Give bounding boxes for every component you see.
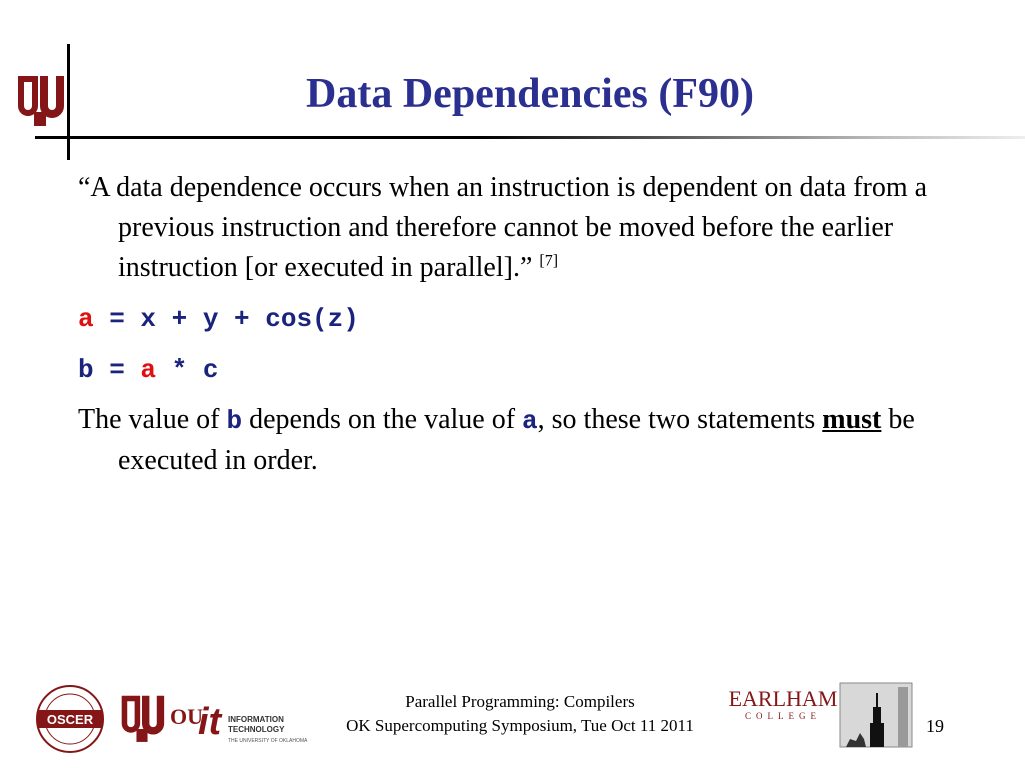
earlham-logo [724,686,842,722]
oscer-logo [24,684,116,754]
code-var-a: a [78,304,94,334]
code-expr-1: = x + y + cos(z) [93,304,359,334]
it-logo [168,688,308,748]
explanation-paragraph [78,400,978,481]
expl-code-b: b [226,406,243,436]
it-logo-text-1: INFORMATION [228,715,284,724]
ou-footer-logo [118,686,166,748]
footer-line-2: OK Supercomputing Symposium, Tue Oct 11 2011 [346,716,694,735]
citation-ref: [7] [539,252,559,270]
it-logo-text-2: TECHNOLOGY [228,725,285,734]
slide-body [78,168,978,491]
page-number: 19 [926,716,944,736]
it-logo-text-3: THE UNIVERSITY OF OKLAHOMA [228,738,308,744]
code-line-1 [78,298,978,339]
quote-paragraph [78,168,978,288]
oscer-logo-text: OSCER [46,712,94,727]
expl-text-2: depends on the value of [242,404,523,435]
expl-must: must [822,404,882,435]
svg-text:it: it [198,701,222,743]
slide-title: Data Dependencies (F90) [306,71,754,117]
earlham-logo-text: EARLHAM [728,686,838,711]
code-var-b: b = [78,355,141,385]
code-expr-2: * c [156,355,219,385]
expl-text-4: be executed in order. [118,404,915,476]
header-vertical-rule [67,44,70,160]
skyline-image [840,683,912,747]
earlham-college-text: COLLEGE [745,711,821,721]
code-var-a-ref: a [140,355,157,385]
expl-text-3: , so these two statements [537,404,823,435]
ou-logo [14,68,66,130]
quote-text: “A data dependence occurs when an instruction is dependent on data from a previous instruction and therefore cannot be moved before the earlier instruction [or executed in parallel].” [78,172,928,283]
expl-code-a: a [522,406,538,436]
header-horizontal-rule [35,136,1025,139]
svg-text:OU: OU [170,704,203,729]
footer-caption [305,690,735,738]
expl-text-1: The value of [78,404,227,435]
code-line-2 [78,349,978,390]
footer-line-1: Parallel Programming: Compilers [405,692,635,711]
